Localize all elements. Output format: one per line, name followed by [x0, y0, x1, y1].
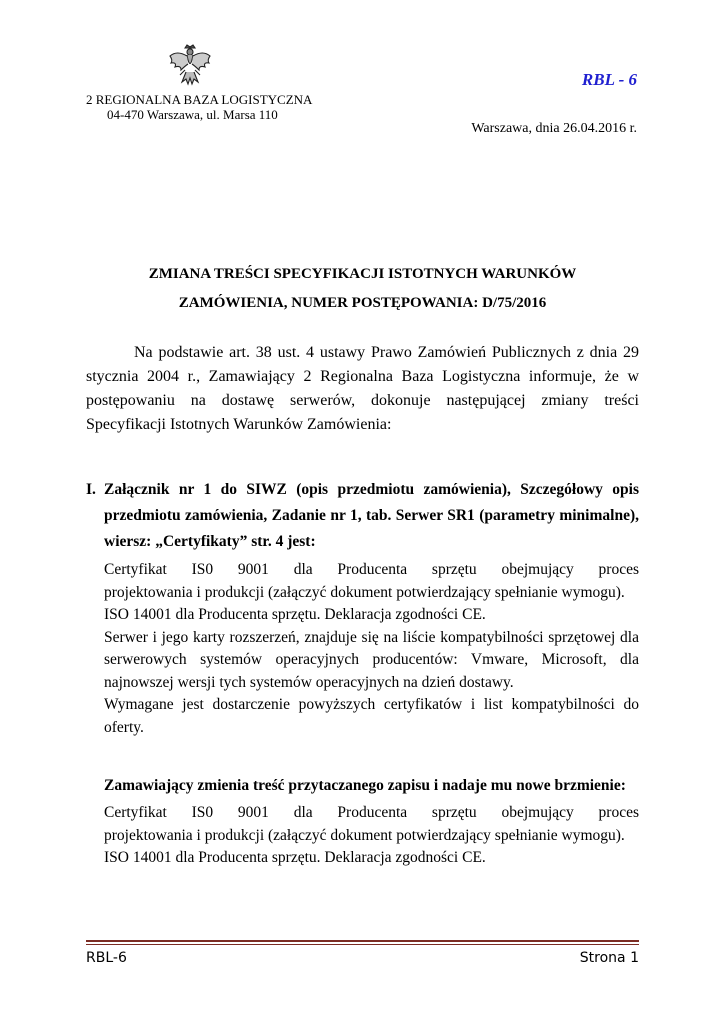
organization-address: 04-470 Warszawa, ul. Marsa 110	[107, 107, 278, 122]
new-text-line: Certyfikat IS0 9001 dla Producenta sprzętu obejmujący proces	[104, 804, 639, 821]
section-number: I.	[86, 481, 96, 498]
document-date: Warszawa, dnia 26.04.2016 r.	[471, 121, 637, 136]
document-code: RBL - 6	[581, 70, 637, 89]
current-text-line: ISO 14001 dla Producenta sprzętu. Deklaracja zgodności CE.	[104, 606, 486, 623]
section-heading-text: Załącznik nr 1 do SIWZ (opis przedmiotu zamówienia), Szczegółowy opis przedmiotu zamówienia, Zadanie nr 1, tab. Serwer SR1 (parametry minimalne), wiersz: „Certyfikaty” str. 4 jest:	[104, 481, 639, 550]
current-text-block	[104, 559, 639, 739]
eagle-emblem-icon	[167, 42, 213, 88]
section-heading	[86, 477, 639, 555]
page-number: Strona 1	[579, 950, 639, 966]
footer-rule	[86, 940, 639, 942]
document-title-line-2: ZAMÓWIENIA, NUMER POSTĘPOWANIA: D/75/2016	[178, 295, 547, 311]
new-text-line: ISO 14001 dla Producenta sprzętu. Deklaracja zgodności CE.	[104, 849, 486, 866]
organization-name: 2 REGIONALNA BAZA LOGISTYCZNA	[86, 92, 313, 107]
change-heading: Zamawiający zmienia treść przytaczanego zapisu i nadaje mu nowe brzmienie:	[104, 777, 626, 794]
current-text-line: projektowania i produkcji (załączyć dokument potwierdzający spełnianie wymogu).	[104, 583, 625, 601]
footer-code: RBL-6	[86, 950, 127, 966]
footer-rule-thin	[86, 944, 639, 945]
new-text-line: projektowania i produkcji (załączyć dokument potwierdzający spełnianie wymogu).	[104, 826, 625, 844]
current-text-line: Certyfikat IS0 9001 dla Producenta sprzętu obejmujący proces	[104, 561, 639, 578]
current-text-line: Wymagane jest dostarczenie powyższych certyfikatów i list kompatybilności do oferty.	[104, 696, 639, 736]
current-text-line: Serwer i jego karty rozszerzeń, znajduje się na liście kompatybilności sprzętowej dla serwerowych systemów operacyjnych producentów: Vmware, Microsoft, dla najnowszej wersji tych systemów operacyjnych na dzień dostawy.	[104, 628, 639, 691]
new-text-block	[104, 802, 639, 870]
intro-paragraph: Na podstawie art. 38 ust. 4 ustawy Prawo Zamówień Publicznych z dnia 29 stycznia 2004 r., Zamawiający 2 Regionalna Baza Logistyczna informuje, że w postępowaniu na dostawę serwerów, dokonuje następującej zmiany treści Specyfikacji Istotnych Warunków Zamówienia:	[86, 344, 639, 433]
document-title-line-1: ZMIANA TREŚCI SPECYFIKACJI ISTOTNYCH WARUNKÓW	[148, 266, 577, 282]
